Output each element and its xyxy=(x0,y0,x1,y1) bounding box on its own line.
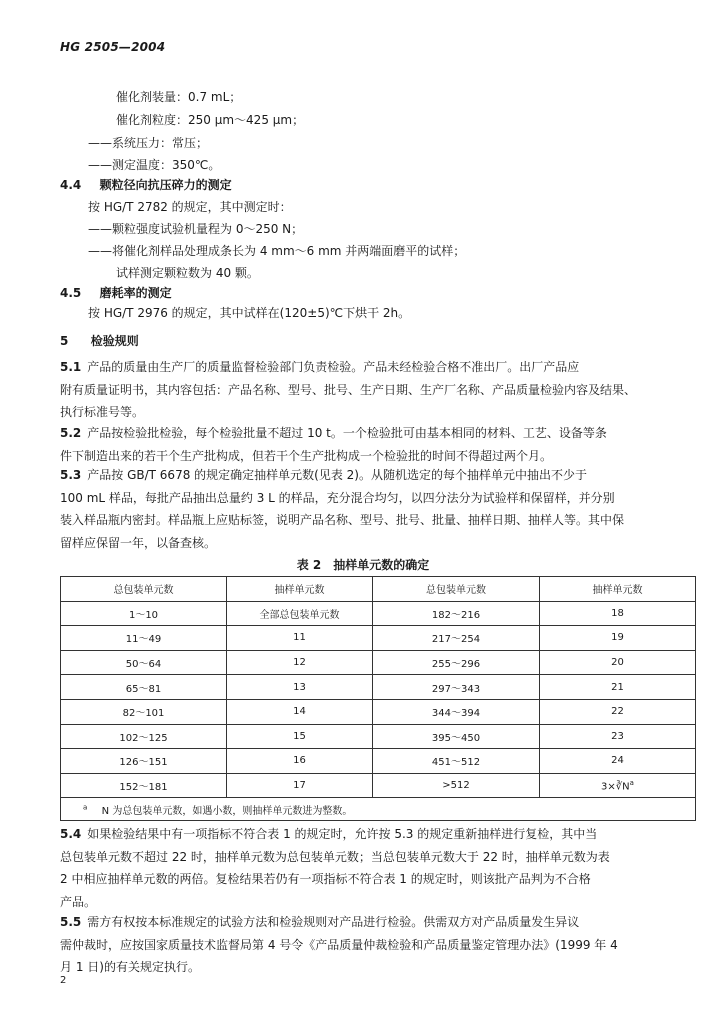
section-5-3-line-3: 装入样品瓶内密封。样品瓶上应贴标签，说明产品名称、型号、批号、批量、抽样日期、抽样人等。其中保 xyxy=(60,513,625,527)
section-5-number: 5 xyxy=(60,334,69,348)
table-footnote-row xyxy=(61,798,696,821)
section-5-4-line-3: 2 中相应抽样单元数的两倍。复检结果若仍有一项指标不符合表 1 的规定时，则该批产品判为不合格 xyxy=(60,872,591,886)
table-cell: 395～450 xyxy=(373,724,540,749)
temperature-line: ——测定温度：350℃。 xyxy=(88,158,221,172)
table-cell: >512 xyxy=(373,773,540,798)
section-5-5-number: 5.5 xyxy=(60,915,82,929)
section-5-5-paragraph xyxy=(60,911,700,979)
section-4-5-number: 4.5 xyxy=(60,286,82,300)
table-cell: 11 xyxy=(227,626,373,651)
system-pressure-line: ——系统压力：常压； xyxy=(88,136,209,150)
section-5-3-line-1: 产品按 GB/T 6678 的规定确定抽样单元数(见表 2)。从随机选定的每个抽样单元中抽出不少于 xyxy=(87,468,587,482)
table-cell: 255～296 xyxy=(373,650,540,675)
section-4-5-body: 按 HG/T 2976 的规定，其中试样在(120±5)℃下烘干 2h。 xyxy=(88,306,411,320)
footnote-mark: a xyxy=(83,803,88,812)
table-cell: 82～101 xyxy=(61,699,227,724)
table-cell: 22 xyxy=(540,699,696,724)
table-cell: 50～64 xyxy=(61,650,227,675)
catalyst-size-line: 催化剂粒度：250 μm～425 μm； xyxy=(116,113,305,127)
section-4-4-intro: 按 HG/T 2782 的规定，其中测定时： xyxy=(88,200,292,214)
table-cell: 12 xyxy=(227,650,373,675)
table-cell: 11～49 xyxy=(61,626,227,651)
table-cell: 18 xyxy=(540,601,696,626)
table-row xyxy=(61,675,696,700)
section-5-5-line-2: 需仲裁时，应按国家质量技术监督局第 4 号令《产品质量仲裁检验和产品质量鉴定管理办法》(1999 年 4 xyxy=(60,937,618,952)
footnote-text: N 为总包装单元数，如遇小数，则抽样单元数进为整数。 xyxy=(101,805,353,817)
table-cell: 21 xyxy=(540,675,696,700)
section-5-1-number: 5.1 xyxy=(60,360,82,374)
table-header-cell: 总包装单元数 xyxy=(373,577,540,602)
table-header-cell: 总包装单元数 xyxy=(61,577,227,602)
section-5-1-line-1: 产品的质量由生产厂的质量监督检验部门负责检验。产品未经检验合格不准出厂。出厂产品应 xyxy=(87,360,580,374)
table-cell: 23 xyxy=(540,724,696,749)
formula-value: 3×∛N xyxy=(601,781,630,793)
table-row xyxy=(61,773,696,798)
section-5-1-line-3: 执行标准号等。 xyxy=(60,405,145,419)
table-row xyxy=(61,626,696,651)
table-cell xyxy=(540,773,696,798)
table-2 xyxy=(60,576,696,821)
section-4-4-item-3: 试样测定颗粒数为 40 颗。 xyxy=(116,266,259,280)
section-5-5-line-3: 月 1 日)的有关规定执行。 xyxy=(60,960,200,974)
section-4-4-item-1: ——颗粒强度试验机量程为 0～250 N； xyxy=(88,222,304,236)
table-cell: 451～512 xyxy=(373,749,540,774)
table-cell: 1～10 xyxy=(61,601,227,626)
section-5-3-line-2: 100 mL 样品，每批产品抽出总量约 3 L 的样品，充分混合均匀，以四分法分为试验样和保留样，并分别 xyxy=(60,490,615,505)
formula-footnote-mark: a xyxy=(629,778,634,787)
table-cell: 126～151 xyxy=(61,749,227,774)
table-cell: 全部总包装单元数 xyxy=(227,601,373,626)
table-cell: 152～181 xyxy=(61,773,227,798)
section-5-4-line-1: 如果检验结果中有一项指标不符合表 1 的规定时，允许按 5.3 的规定重新抽样进行复检，其中当 xyxy=(87,827,598,841)
table-cell: 16 xyxy=(227,749,373,774)
table-cell: 182～216 xyxy=(373,601,540,626)
table-cell: 14 xyxy=(227,699,373,724)
section-4-4-heading xyxy=(60,177,232,193)
section-5-2-line-1: 产品按检验批检验，每个检验批量不超过 10 t。一个检验批可由基本相同的材料、工艺、设备等条 xyxy=(87,426,607,440)
page-number: 2 xyxy=(60,975,67,986)
section-4-5-heading xyxy=(60,285,172,301)
section-4-4-number: 4.4 xyxy=(60,178,82,192)
table-row xyxy=(61,724,696,749)
section-5-title: 检验规则 xyxy=(90,334,139,348)
section-5-2-number: 5.2 xyxy=(60,426,82,440)
section-4-4-title: 颗粒径向抗压碎力的测定 xyxy=(99,178,232,192)
table-row xyxy=(61,749,696,774)
section-4-5-title: 磨耗率的测定 xyxy=(99,286,172,300)
section-5-3-paragraph xyxy=(60,464,700,554)
table-cell: 102～125 xyxy=(61,724,227,749)
section-5-heading xyxy=(60,333,139,349)
table-cell: 13 xyxy=(227,675,373,700)
table-cell: 20 xyxy=(540,650,696,675)
standard-code-header: HG 2505—2004 xyxy=(60,40,166,54)
table-row xyxy=(61,601,696,626)
catalyst-volume-line: 催化剂装量：0.7 mL； xyxy=(116,90,242,104)
section-5-3-number: 5.3 xyxy=(60,468,82,482)
section-5-2-line-2: 件下制造出来的若干个生产批构成，但若干个生产批构成一个检验批的时间不得超过两个月。 xyxy=(60,448,553,463)
table-footnote xyxy=(61,798,696,821)
table-header-cell: 抽样单元数 xyxy=(227,577,373,602)
section-5-4-number: 5.4 xyxy=(60,827,82,841)
section-5-3-line-4: 留样应保留一年，以备查核。 xyxy=(60,535,217,550)
section-4-4-item-2: ——将催化剂样品处理成条长为 4 mm～6 mm 并两端面磨平的试样； xyxy=(88,244,466,258)
table-cell: 17 xyxy=(227,773,373,798)
table-2-caption: 表 2 抽样单元数的确定 xyxy=(296,558,430,572)
table-row xyxy=(61,650,696,675)
section-5-1-paragraph xyxy=(60,356,700,424)
section-5-4-line-4: 产品。 xyxy=(60,894,97,909)
table-cell: 15 xyxy=(227,724,373,749)
table-cell: 297～343 xyxy=(373,675,540,700)
section-5-5-line-1: 需方有权按本标准规定的试验方法和检验规则对产品进行检验。供需双方对产品质量发生异议 xyxy=(87,915,580,929)
table-header-cell: 抽样单元数 xyxy=(540,577,696,602)
table-cell: 344～394 xyxy=(373,699,540,724)
table-row xyxy=(61,699,696,724)
table-cell: 24 xyxy=(540,749,696,774)
section-5-4-line-2: 总包装单元数不超过 22 时，抽样单元数为总包装单元数；当总包装单元数大于 22 时，抽样单元数为表 xyxy=(60,849,610,864)
table-header-row xyxy=(61,577,696,602)
section-5-4-paragraph xyxy=(60,823,700,913)
section-5-2-paragraph xyxy=(60,422,700,467)
table-cell: 217～254 xyxy=(373,626,540,651)
section-5-1-line-2: 附有质量证明书，其内容包括：产品名称、型号、批号、生产日期、生产厂名称、产品质量检验内容及结果、 xyxy=(60,382,637,397)
table-cell: 19 xyxy=(540,626,696,651)
table-cell: 65～81 xyxy=(61,675,227,700)
